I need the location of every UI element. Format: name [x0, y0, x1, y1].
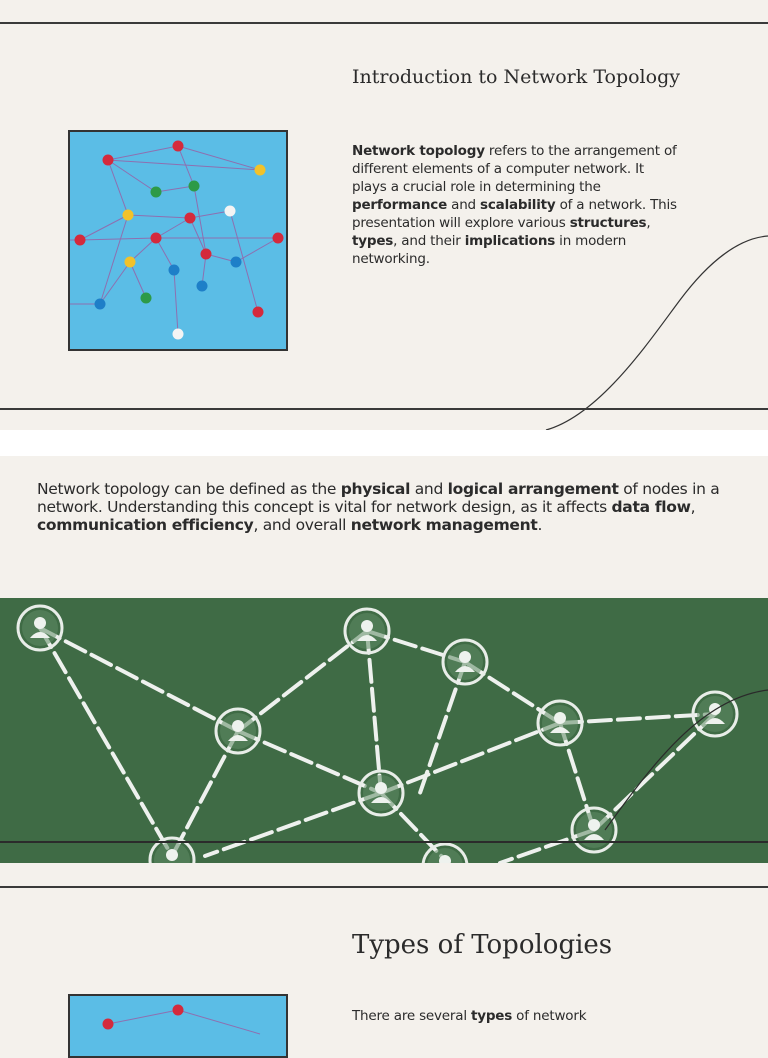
text-run: Network topology can be defined as the	[37, 480, 341, 498]
bold-term: structures	[569, 215, 647, 231]
slide-1-title: Introduction to Network Topology	[352, 66, 680, 88]
slide-2-paragraph	[37, 480, 727, 534]
text-run: of network	[512, 1008, 587, 1024]
bold-term: scalability	[480, 197, 556, 213]
text-run: ,	[646, 215, 651, 231]
text-run: in modern networking.	[352, 233, 627, 267]
text-run: refers to the arrangement of different elements of a computer network. It plays a crucial role in determining the	[352, 143, 677, 195]
slide-1-bottom-border	[0, 408, 768, 410]
pushpin-network-graphic-2	[70, 996, 286, 1056]
text-run: and	[447, 197, 481, 213]
slide-3-title: Types of Topologies	[352, 930, 613, 960]
bold-term: implications	[464, 233, 556, 249]
bold-term: physical	[340, 480, 411, 498]
bold-term: types	[352, 233, 394, 249]
paperclip-network-graphic	[0, 598, 768, 863]
text-run: ,	[690, 498, 696, 516]
bold-term: types	[470, 1008, 513, 1024]
bold-term: communication efficiency	[37, 516, 254, 534]
text-run: and	[410, 480, 448, 498]
decorative-curve	[540, 230, 768, 435]
text-run: , and their	[393, 233, 465, 249]
bold-term: network management	[350, 516, 538, 534]
bold-term: data flow	[611, 498, 691, 516]
text-run: There are several	[352, 1008, 471, 1024]
bold-term: performance	[352, 197, 448, 213]
pushpin-network-graphic	[70, 132, 286, 349]
text-run: , and overall	[253, 516, 351, 534]
paperclip-network-image	[0, 598, 768, 863]
bold-term: logical arrangement	[447, 480, 619, 498]
pushpin-network-image-2	[68, 994, 288, 1058]
slide-3-paragraph	[352, 1007, 682, 1025]
bold-term: Network topology	[352, 143, 485, 159]
text-run: of a network. This presentation will explore various	[352, 197, 677, 231]
slide-3-top-border	[0, 886, 768, 888]
pushpin-network-image	[68, 130, 288, 351]
text-run: .	[537, 516, 543, 534]
text-run: of nodes in a network. Understanding this concept is vital for network design, as it affects	[37, 480, 720, 516]
slide-1-top-border	[0, 22, 768, 24]
slide-separator	[0, 430, 768, 456]
